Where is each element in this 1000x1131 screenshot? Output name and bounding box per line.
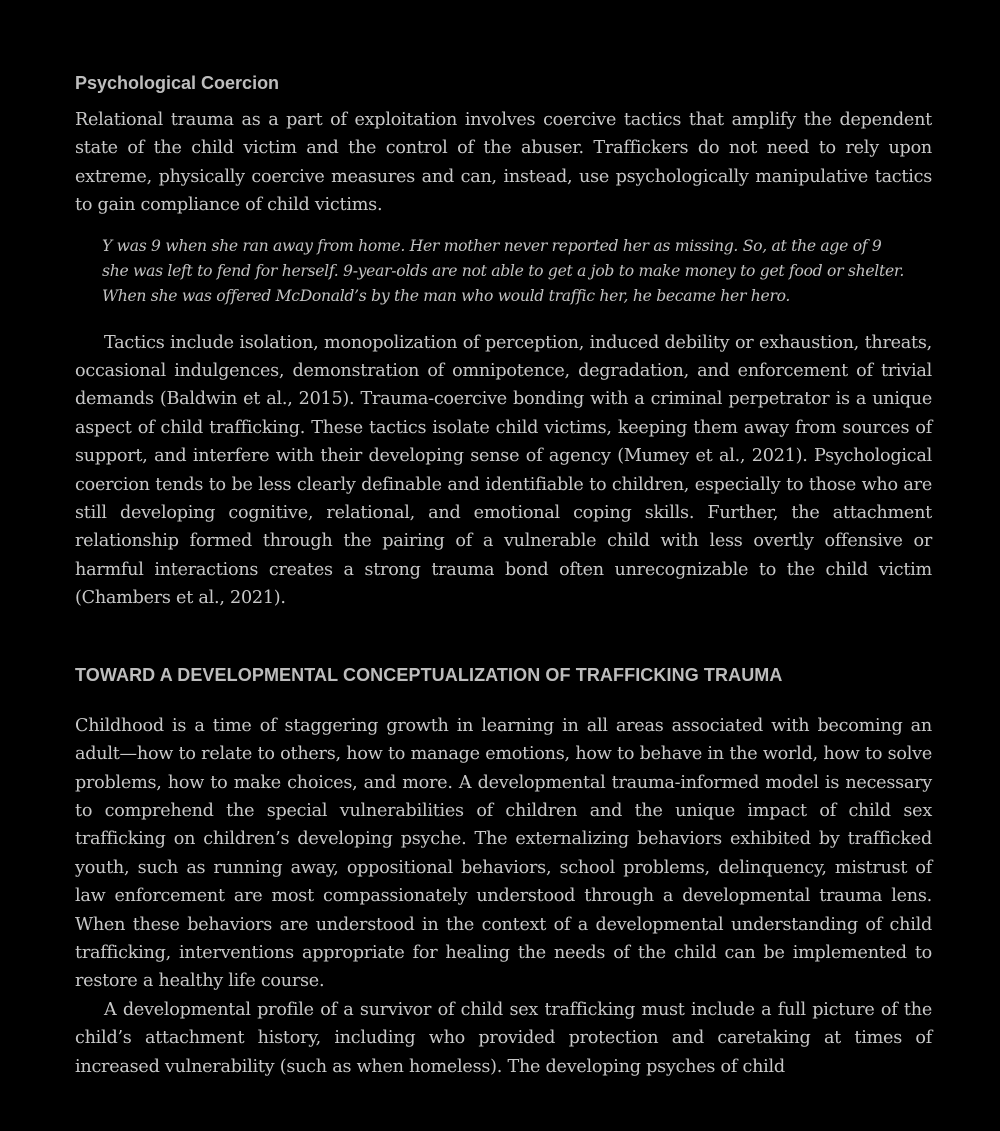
section-heading-psychological-coercion: Psychological Coercion <box>75 73 280 93</box>
body-paragraph: Childhood is a time of staggering growth in learning in all areas associated with becoming an adult—how to relate to others, how to manage emotions, how to behave in the world, how to solve problems, how to make choices, and more. A developmental trauma-informed model is necessary to comprehend the special vulnerabilities of children and the unique impact of child sex trafficking on children’s developing psyche. The externalizing behaviors exhibited by trafficked youth, such as running away, oppositional behaviors, school problems, delinquency, mistrust of law enforcement are most compassionately understood through a developmental trauma lens. When these behaviors are understood in the context of a developmental understanding of child trafficking, interventions appropriate for healing the needs of the child can be implemented to restore a healthy life course. <box>75 715 932 992</box>
body-paragraph: Relational trauma as a part of exploitation involves coercive tactics that amplify the dependent state of the child victim and the control of the abuser. Traffickers do not need to rely upon extreme, physically coercive measures and can, instead, use psychologically manipulative tactics to gain compliance of child victims. <box>75 110 932 216</box>
body-paragraph: A developmental profile of a survivor of child sex trafficking must include a full picture of the child’s attachment history, including who provided protection and caretaking at times of increased vulnerability (such as when homeless). The developing psyches of child <box>75 999 932 1077</box>
section-heading-developmental-conceptualization: TOWARD A DEVELOPMENTAL CONCEPTUALIZATION OF TRAFFICKING TRAUMA <box>75 664 783 685</box>
case-vignette-quote: Y was 9 when she ran away from home. Her mother never reported her as missing. So, at the age of 9 she was left to fend for herself. 9-year-olds are not able to get a job to make money to get food or shelter. When she was offered McDonald’s by the man who would traffic her, he became her hero. <box>102 236 904 305</box>
body-paragraph: Tactics include isolation, monopolization of perception, induced debility or exhaustion, threats, occasional indulgences, demonstration of omnipotence, degradation, and enforcement of trivial demands (Baldwin et al., 2015). Trauma-coercive bonding with a criminal perpetrator is a unique aspect of child trafficking. These tactics isolate child victims, keeping them away from sources of support, and interfere with their developing sense of agency (Mumey et al., 2021). Psychological coercion tends to be less clearly definable and identifiable to children, especially to those who are still developing cognitive, relational, and emotional coping skills. Further, the attachment relationship formed through the pairing of a vulnerable child with less overtly offensive or harmful interactions creates a strong trauma bond often unrecognizable to the child victim (Chambers et al., 2021). <box>75 332 932 609</box>
